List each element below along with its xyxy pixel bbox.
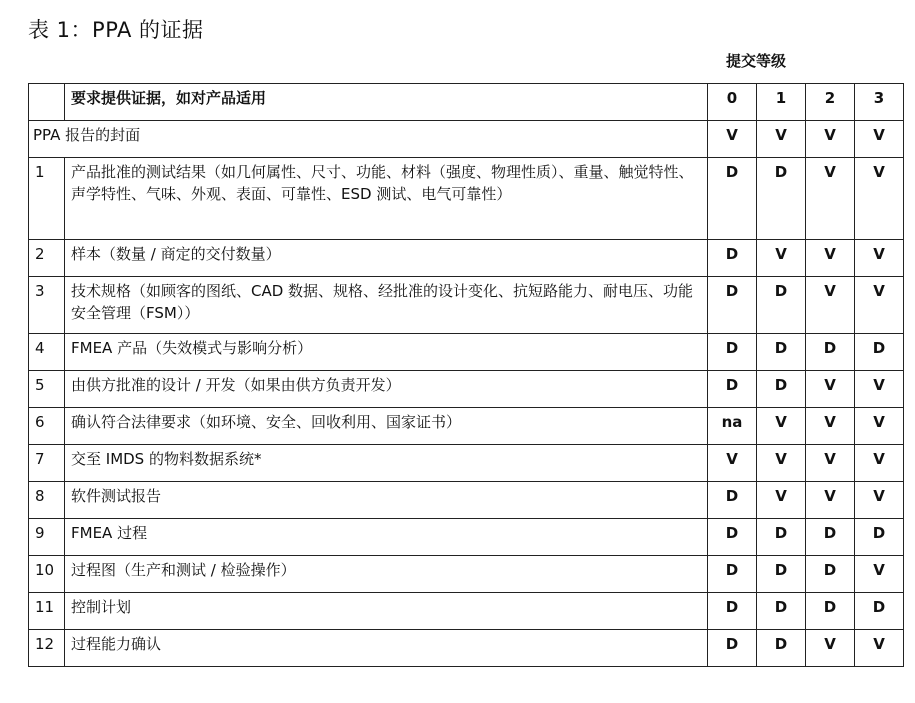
header-row — [29, 84, 904, 121]
row-level-1: V — [757, 482, 806, 519]
table-row — [29, 334, 904, 371]
row-description: 过程能力确认 — [65, 630, 708, 667]
table-row — [29, 630, 904, 667]
row-level-2: D — [806, 556, 855, 593]
cover-row-label: PPA 报告的封面 — [29, 121, 708, 158]
row-level-1: D — [757, 593, 806, 630]
row-level-3: V — [855, 556, 904, 593]
row-description: FMEA 过程 — [65, 519, 708, 556]
row-level-1: D — [757, 371, 806, 408]
row-description: 样本（数量 / 商定的交付数量） — [65, 240, 708, 277]
row-level-2: D — [806, 593, 855, 630]
row-number: 5 — [29, 371, 65, 408]
header-level-2: 2 — [806, 84, 855, 121]
row-level-1: D — [757, 519, 806, 556]
row-level-2: D — [806, 519, 855, 556]
cover-row-level-1: V — [757, 121, 806, 158]
row-number: 10 — [29, 556, 65, 593]
row-description: 交至 IMDS 的物料数据系统* — [65, 445, 708, 482]
row-number: 11 — [29, 593, 65, 630]
table-row — [29, 482, 904, 519]
header-description: 要求提供证据，如对产品适用 — [65, 84, 708, 121]
row-level-0: D — [708, 519, 757, 556]
row-level-2: V — [806, 408, 855, 445]
header-level-1: 1 — [757, 84, 806, 121]
row-level-3: V — [855, 482, 904, 519]
row-description: 技术规格（如顾客的图纸、CAD 数据、规格、经批准的设计变化、抗短路能力、耐电压、功能安全管理（FSM）） — [65, 277, 708, 334]
row-number: 6 — [29, 408, 65, 445]
row-number: 12 — [29, 630, 65, 667]
row-number: 1 — [29, 158, 65, 240]
evidence-table — [28, 83, 904, 667]
submission-level-caption: 提交等级 — [725, 52, 786, 70]
table-row — [29, 556, 904, 593]
cover-row-level-3: V — [855, 121, 904, 158]
header-level-3: 3 — [855, 84, 904, 121]
row-level-2: V — [806, 371, 855, 408]
row-level-3: V — [855, 371, 904, 408]
row-number: 9 — [29, 519, 65, 556]
row-level-0: V — [708, 445, 757, 482]
row-level-3: V — [855, 158, 904, 240]
row-level-2: V — [806, 240, 855, 277]
row-level-0: D — [708, 371, 757, 408]
row-level-0: D — [708, 556, 757, 593]
row-level-0: D — [708, 482, 757, 519]
row-level-2: V — [806, 445, 855, 482]
row-level-3: V — [855, 408, 904, 445]
row-level-1: D — [757, 630, 806, 667]
row-level-3: D — [855, 334, 904, 371]
table-row — [29, 277, 904, 334]
row-level-3: D — [855, 519, 904, 556]
row-level-1: V — [757, 240, 806, 277]
row-level-3: V — [855, 240, 904, 277]
table-row — [29, 519, 904, 556]
row-level-2: V — [806, 482, 855, 519]
table-title: 表 1：PPA 的证据 — [28, 18, 204, 42]
row-number: 4 — [29, 334, 65, 371]
table-row — [29, 371, 904, 408]
cover-row-level-2: V — [806, 121, 855, 158]
row-level-0: D — [708, 240, 757, 277]
row-number: 8 — [29, 482, 65, 519]
row-number: 3 — [29, 277, 65, 334]
row-level-1: V — [757, 445, 806, 482]
row-level-1: D — [757, 334, 806, 371]
table-row — [29, 593, 904, 630]
row-level-1: D — [757, 556, 806, 593]
row-level-3: D — [855, 593, 904, 630]
row-level-2: V — [806, 630, 855, 667]
row-level-2: D — [806, 334, 855, 371]
row-level-2: V — [806, 277, 855, 334]
row-level-2: V — [806, 158, 855, 240]
row-description: 软件测试报告 — [65, 482, 708, 519]
row-level-0: na — [708, 408, 757, 445]
row-level-0: D — [708, 630, 757, 667]
row-description: 产品批准的测试结果（如几何属性、尺寸、功能、材料（强度、物理性质）、重量、触觉特性、声学特性、气味、外观、表面、可靠性、ESD 测试、电气可靠性） — [65, 158, 708, 240]
row-level-0: D — [708, 334, 757, 371]
table-row — [29, 408, 904, 445]
row-level-3: V — [855, 277, 904, 334]
table-row — [29, 158, 904, 240]
row-description: FMEA 产品（失效模式与影响分析） — [65, 334, 708, 371]
header-number-cell — [29, 84, 65, 121]
row-level-0: D — [708, 158, 757, 240]
cover-row — [29, 121, 904, 158]
row-level-3: V — [855, 630, 904, 667]
row-level-0: D — [708, 277, 757, 334]
row-level-1: D — [757, 277, 806, 334]
row-description: 控制计划 — [65, 593, 708, 630]
row-number: 2 — [29, 240, 65, 277]
table-row — [29, 445, 904, 482]
row-level-1: V — [757, 408, 806, 445]
cover-row-level-0: V — [708, 121, 757, 158]
row-level-0: D — [708, 593, 757, 630]
row-description: 确认符合法律要求（如环境、安全、回收利用、国家证书） — [65, 408, 708, 445]
row-description: 过程图（生产和测试 / 检验操作） — [65, 556, 708, 593]
row-description: 由供方批准的设计 / 开发（如果由供方负责开发） — [65, 371, 708, 408]
header-level-0: 0 — [708, 84, 757, 121]
table-row — [29, 240, 904, 277]
row-level-1: D — [757, 158, 806, 240]
row-level-3: V — [855, 445, 904, 482]
row-number: 7 — [29, 445, 65, 482]
